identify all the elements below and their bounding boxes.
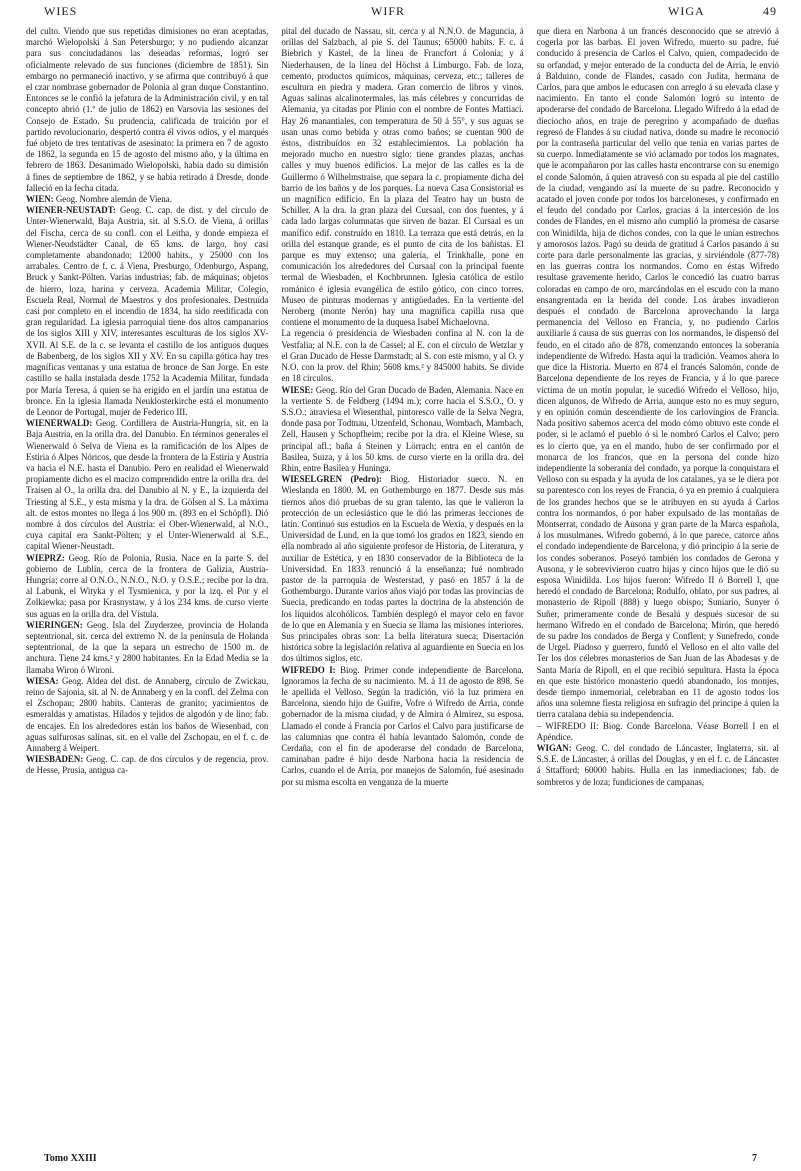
entry-text: del culto. Viendo que sus repetidas dimisiones no eran aceptadas, marchó Wielopolski á San Petersburgo; y no pudiendo alcanzar para sus conciudadanos las deseadas reformas, logró ser oficialmente relevado de sus funciones (diciembre de 1851). Sin embargo no permaneció inactivo, y se afirma que contribuyó á que el czar nombrase gobernador de Polonia al gran duque Constantino. Entonces se le confió la jefatura de la Administración civil, y en tal concepto abrió (1.º de julio de 1862) en Varsovia las sesiones del Consejo de Estado. Su prudencia, calificada de traición por el partido revolucionario, despertó contra él vivos odios, y el marqués fué objeto de tres tentativas de asesinato: la primera en 7 de agosto de 1862, la segunda en 15 de agosto del mismo año, y la última en febrero de 1863. Desanimado Wielopolski, había dado su dimisión á fines de septiembre de 1862, y se había retirado á Dresde, donde falleció en la fecha citada. bbox=[26, 26, 269, 193]
entry-text: Geog. C. cap. de dos círculos y de regencia, prov. de Hesse, Prusia, antigua ca- bbox=[26, 754, 269, 776]
entry-text: – WIFREDO II: Biog. Conde Barcelona. Véase Borrell I en el Apéndice. bbox=[536, 720, 779, 742]
dictionary-entry bbox=[281, 385, 523, 475]
entry-headword: WIESE: bbox=[281, 384, 314, 395]
dictionary-entry bbox=[537, 743, 779, 788]
dictionary-entry bbox=[281, 328, 523, 384]
entry-text: Geog. Cordillera de Austria-Hungría, sit. en la Baja Austria, en la orilla dra. del Danubio. En términos generales el Wienerwald ó Selva de Viena es la ramificación de los Alpes de Estiria ó Alpes Nóricos, que desde la frontera de la Estiria y Austria va hacia el N.E. hasta el Danubio. Pero en realidad el Wienerwald propiamente dicho es el macizo comprendido entre la orilla dra. del Traisen al O., la orilla dra. del Danubio al N. y E., la izquierda del Triesting al S.E., y esta misma y la dra. de Gölsen al S. La máxima alt. de estos montes no llega á los 900 m. (893 en el Schöpfl). Dió nombre á dos círculos del Austria: el Ober-Wienerwald, al N.O., cuya capital era Sankt-Pölten; y el Unter-Wienerwald al S.E., capital Wiener-Neustadt. bbox=[26, 418, 269, 552]
dictionary-entry bbox=[26, 553, 268, 620]
dictionary-entry bbox=[26, 620, 268, 676]
dictionary-entry bbox=[281, 665, 523, 788]
dictionary-entry bbox=[281, 26, 523, 328]
entry-text: La regencia ó presidencia de Wiesbaden confina al N. con la de Vestfalia; al N.E. con la de Cassel; al E. con el círculo de Wetzlar y el Gran Ducado de Hesse Darmstadt; al S. con este mismo, y al O. y N.O. con la prov. del Rhin; 5608 kms.² y 845000 habits. Se divide en 18 círculos. bbox=[281, 328, 524, 384]
entry-headword: WIESA: bbox=[26, 675, 59, 686]
entry-text: que diera en Narbona á un francés desconocido que se atrevió á cogerla por las barbas. El joven Wifredo, muerto su padre, fué conducido á presencia de Carlos el Calvo, quien, compadecido de su orfandad, y mejor enterado de la conducta del de Arria, le envió á Balduino, conde de Flandes, casado con Judita, hermana de Carlos, para que ambos le educasen con arreglo á su elevada clase y nacimiento. En tanto el conde Salomón logró su intento de apoderarse del condado de Barcelona. Llegado Wifredo á la edad de dieciocho años, en traje de peregrino y acompañado de dueñas regresó de Flandes á su ciudad nativa, donde su madre le reconoció por la contraseña particular del vello que tenía en varias partes de su cuerpo. Inmediatamente se vió aclamado por todos los magnates, que le acompañaron por las calles hasta encontrarse con su enemigo el conde Salomón, á quien atravesó con su espada al pie del castillo de la ciudad, vengando así la muerte de su padre. Reconocido y acatado el joven conde por todos los barceloneses, y confirmado en el feudo del condado por Carlos, gracias á la intercesión de los condes de Flandes, en el mismo año cumplió la promesa de casarse con Winidilda, hija de dichos condes, con la que le unían estrechos y amorosos lazos. Pagó su deuda de gratitud á Carlos pasando á su corte para darle personalmente las gracias, y sirviéndole (877-78) en las guerras contra los normandos. Como en éstas Wifredo resultase gravemente herido, Carlos le concedió las cuatro barras coloradas en campo de oro, marcándolas en el escudo con la mano ensangrentada en la herida del conde. Los árabes invadieron después el condado de Barcelona aprovechando la larga permanencia del Velloso en Francia, y, no pudiendo Carlos auxiliarle á causa de sus guerras con los normandos, le dispensó del feudo, en el citado año de 878, comenzando entonces la soberanía independiente de Wifredo. Hasta aquí la tradición. Veamos ahora lo que dice la Historia. Muerto en 874 el francés Salomón, conde de Barcelona dependiente de los reyes de Francia, y á lo que parece víctima de un motín popular, le sucedió Wifredo el Velloso, hijo, dicen algunos, de Wifredo de Arria, aunque esto no es muy seguro, y en opinión común descendiente de los carlovingios de Francia. Nada positivo sabemos acerca del modo cómo obtuvo este conde el poder, si le aclamó el pueblo ó si le nombró Carlos el Calvo; pero es lo cierto que, ya en el mando, hubo de ser confirmado por el monarca de los francos, que en la persona del conde hizo independiente la soberanía del condado, ya porque la conquistara el Velloso con su espada y la ayuda de los catalanes, ya se le diera por su parentesco con los reyes de Francia, ó ya en premio á cualquiera de los grandes hechos que se le atribuyen en su ayuda á Carlos contra los normandos, ó por haber expulsado de las montañas de Montserrat, condado de Ausona y gran parte de la Marca española, á los musulmanes. Wifredo gobernó, á lo que parece, catorce años el condado independiente de Barcelona, y dió principio á la serie de los condes soberanos. Poseyó también los condados de Gerona y Ausona, y le sobrevivieron cuatro hijas y cinco hijos que le dió su esposa Winidilda. Los hijos fueron: Wifredo II ó Borrell I, que heredó el condado de Barcelona; Rodulfo, oblato, por sus padres, al monasterio de Ripoll (888) y luego obispo; Suniario, Sunyer ó Suñer, primeramente conde de Besalú y después sucesor de su hermano Wifredo en el condado de Barcelona; Mirón, que heredó de su padre los condados de Berga y Conflent; y Sunefredo, conde de Urgel. Piadoso y guerrero, fundó el Velloso en el alto valle del Ter los dos célebres monasterios de San Juan de las Abadesas y de Santa María de Ripoll, en el que recibió sepultura. Hasta la época en que este histórico monasterio quedó abandonado, los monjes, desde tiempo inmemorial, celebraban en 11 de agosto todos los años una solemne fiesta religiosa en sufragio del príncipe á quien la tierra catalana debía su independencia. bbox=[536, 26, 779, 720]
entry-headword: WIENER-NEUSTADT: bbox=[26, 205, 116, 216]
dictionary-entry bbox=[26, 754, 268, 776]
column-2 bbox=[281, 26, 523, 1151]
volume-label: Tomo XXIII bbox=[44, 1153, 97, 1164]
entry-text: Geog. Nombre alemán de Viena. bbox=[53, 194, 172, 205]
entry-headword: WIGAN: bbox=[536, 743, 572, 753]
dictionary-entry bbox=[281, 474, 523, 664]
header-guide-word-center: WIFR bbox=[371, 4, 405, 18]
entry-headword: WIESELGREN (Pedro): bbox=[281, 474, 382, 485]
dictionary-entry bbox=[26, 26, 268, 194]
entry-headword: WIEN: bbox=[26, 194, 54, 205]
entry-text: Biog. Historiador sueco. N. en Wieslanda en 1800. M. en Gothemburgo en 1877. Desde sus más tiernos años dió pruebas de su gran talento, las que le valieron la protección de un eclesiástico que le dió las primeras lecciones de latín. Continuó sus estudios en la Escuela de Wexia, y después en la Universidad de Lund, en la que tomó los grados en 1823, siendo en ella nombrado al año siguiente profesor de Historia, de Literatura, y auxiliar de Estética, y en 1830 conservador de la Biblioteca de la Universidad. En 1833 renunció á la enseñanza; fué nombrado pastor de la parroquia de Westerstad, y pasó en 1857 á la de Gothemburgo. Durante varios años viajó por todas las provincias de Suecia, predicando en todas partes la doctrina de la abstención de los líquidos alcohólicos. También desplegó el mayor celo en favor de lo que en Alemania y en Suecia se llama las misiones interiores. Sus principales obras son: La bella literatura sueca; Disertación histórica sobre la legislación relativa al aguardiente en Suecia en los dos últimos siglos, etc. bbox=[281, 474, 524, 664]
dictionary-entry bbox=[537, 26, 779, 721]
column-3 bbox=[537, 26, 779, 1151]
entry-text: Biog. Primer conde independiente de Barcelona. Ignoramos la fecha de su nacimiento. M. á 11 de agosto de 898. Se le apellida el Velloso. Según la tradición, vió la luz primera en Barcelona, siendo hijo de Guifre, Vofre ó Wifredo de Arria, conde gobernador de la misma ciudad, y de Almira ó Almirez, su esposa. Llamado el conde á Francia por Carlos el Calvo para justificarse de las calumnias que contra él había levantado Salomón, conde de Cerdaña, con el fin de apoderarse del condado de Barcelona, caminaban padre é hijo desde Narbona hacia la residencia de Carlos, cuando el de Arria, por manejos de Salomón, fué asesinado por su misma escolta en venganza de la muerte bbox=[281, 664, 524, 787]
entry-text: Geog. Río de Polonia, Rusia. Nace en la parte S. del gobierno de Lublin, cerca de la frontera de Galizia, Austria-Hungría; corre al O.N.O., N.N.O., N.O. y O.S.E.; recibe por la dra. al Labunk, el Wityka y el Tysmienica, y por la izq. el Por y el Zolkiewka; pasa por Krasnystaw, y á los 234 kms. de curso vierte sus aguas en la orilla dra. del Vístula. bbox=[26, 552, 269, 619]
entry-headword: WIERINGEN: bbox=[26, 619, 83, 630]
header-guide-word-left: WIES bbox=[44, 4, 78, 18]
entry-headword: WIESBADEN: bbox=[26, 754, 84, 765]
entry-text: pital del ducado de Nassau, sit. cerca y al N.N.O. de Maguncia, á orillas del Salzbach, al pie S. del Taunus; 65000 habits. F. c. á Biebrich y Kastel, de la línea de Francfort á Colonia; y á Niederhausen, de la línea del Höchst á Limburgo. Fab. de loza, cemento, productos químicos, máquinas, cerveza, etc.; talleres de escultura en piedra y madera. Gran comercio de libros y vinos. Aguas salinas alcalinotermales, las más célebres y concurridas de Alemania, ya citadas por Plinio con el nombre de Fontes Mattiaci. Hay 26 manantiales, con temperatura de 50 á 55°, y sus aguas se usan unas como bebida y otras como baños; se cuentan 900 de éstos, distribuídos en 32 establecimientos. La población ha mejorado mucho en nuestro siglo: tiene grandes plazas, anchas calles y muy buenos edificios. La mejor de las calles es la de Guillermo ó Wilhelmstraise, que separa la c. propiamente dicha del barrio de los baños y de los parques. La nueva Casa Consistorial es un magnífico edificio. En la plaza del Teatro hay un busto de Schiller. A la dra. la gran plaza del Cursaal, con dos fuentes, y á cada lado largas columnatas que sirven de bazar. El Cursaal es un manífico edif. construído en 1810. La terraza que está detrás, en la orilla del estanque grande, es el punto de cita de los bañistas. El parque es muy extenso; una galería, el Trinkhalle, pone en comunicación los alrededores del Cursaal con la principal fuente termal de Wiesbaden, el Kochbrunnen. Iglesia católica de estilo románico é iglesia evangélica de estilo gótico, con cinco torres. Museo de pinturas modernas y antigüedades. En la vertiente del Neroberg (monte Nerón) hay una magnífica capilla rusa que contiene el monumento de la duquesa Isabel Michaelovna. bbox=[281, 26, 524, 328]
text-columns bbox=[26, 26, 779, 1151]
running-header bbox=[26, 4, 777, 24]
entry-headword: WIFREDO I: bbox=[281, 664, 336, 675]
entry-text: Geog. C. del condado de Láncaster, Inglaterra, sit. al S.S.E. de Láncaster, á orillas del Douglas, y en el f. c. de Láncaster á Sttafford; 60000 habits. Hulla en las inmediaciones; fab. de sombreros y de loza; fundiciones de campanas, bbox=[536, 743, 779, 787]
page-footer bbox=[26, 1153, 777, 1167]
dictionary-entry bbox=[537, 721, 779, 743]
dictionary-entry bbox=[26, 418, 268, 552]
entry-text: Geog. Isla del Zuyderzee, provincia de Holanda septentrional, sit. cerca del extremo N. de la península de Holanda septentrional, de la que la separa un estrecho de 1500 m. de anchura. Tiene 24 kms.² y 2800 habitantes. En la Edad Media se la llamaba Wiron ó Wironi. bbox=[26, 619, 269, 675]
entry-text: Geog. Río del Gran Ducado de Baden, Alemania. Nace en la vertiente S. de Feldberg (1494 m.); corre hacia el S.S.O., O. y S.S.O.; atraviesa el Wiesenthal, pintoresco valle de la Selva Negra, donde pasa por Todtnau, Utzenfeld, Schonau, Wombach, Mambach, Zell, Hausen y Schopfheim; recibe por la dra. el Kleine Wiese, su principal afl.; baña á Steinen y Lörrach; entra en el cantón de Basilea, Suiza, y á los 50 kms. de curso vierte en la orilla dra. del Rhin, entre Basilea y Huninga. bbox=[281, 384, 524, 473]
entry-text: Geog. C. cap. de dist. y del círculo de Unter-Wienerwald, Baja Austria, sit. al S.S.O. de Viena, á orillas del Fischa, cerca de su confl. con el Leitha, y donde empieza el Wiener-Neudstädter Canal, de 65 kms. de largo, hoy casi completamente abandonado; 12000 habits., y 25000 con los arrabales. Centro de f. c. á Viena, Presburgo, Odenburgo, Aspang, Bruck y Sankt-Pölten. Varias industrias; fab. de máquinas; objetos de hierro, loza, harina y cerveza. Academia Militar, Colegio, Escuela Real, Normal de Maestros y dos profesionales. Destruída casi por completo en el incendio de 1834, ha sido reedificada con gran regularidad. La iglesia parroquial tiene dos altos campanarios de los siglos XIII y XIV, interesantes esculturas de los siglos XV-XVII. Al S.E. de la c. se levanta el castillo de los antiguos duques de Babenberg, de los siglos XII y XV. En su capilla gótica hay tres magníficas ventanas y una estatua de bronce de San Jorge. En este castillo se halla instalada desde 1752 la Academia Militar, fundada por María Teresa, á quien se ha erigido en el jardín una estatua de bronce. En la iglesia llamada Neuklosterkirche está el monumento de Leonor de Portugal, mujer de Federico III. bbox=[26, 205, 269, 417]
dictionary-entry bbox=[26, 676, 268, 754]
header-guide-word-right: WIGA bbox=[668, 4, 705, 18]
page-number: 49 bbox=[763, 4, 777, 18]
entry-headword: WIEPRZ: bbox=[26, 552, 65, 563]
dictionary-entry bbox=[26, 194, 268, 205]
column-1 bbox=[26, 26, 268, 1151]
entry-text: Geog. Aldea del dist. de Annaberg, círculo de Zwickau, reino de Sajonia, sit. al N. de Annaberg y en la confl. del Zelma con el Zschopau; 2800 habits. Canteras de granito; yacimientos de esmeraldas y amatistas. Hilados y tejidos de algodón y de lino; fab. de encajes. En los alrededores están los baños de Wiesenbad, con aguas sulfurosas salinas, sit. en el valle del Zschopau, en el f. c. de Annaberg á Weipert. bbox=[26, 675, 269, 753]
dictionary-entry bbox=[26, 205, 268, 418]
signature-mark: 7 bbox=[752, 1153, 757, 1164]
entry-headword: WIENERWALD: bbox=[26, 418, 93, 429]
